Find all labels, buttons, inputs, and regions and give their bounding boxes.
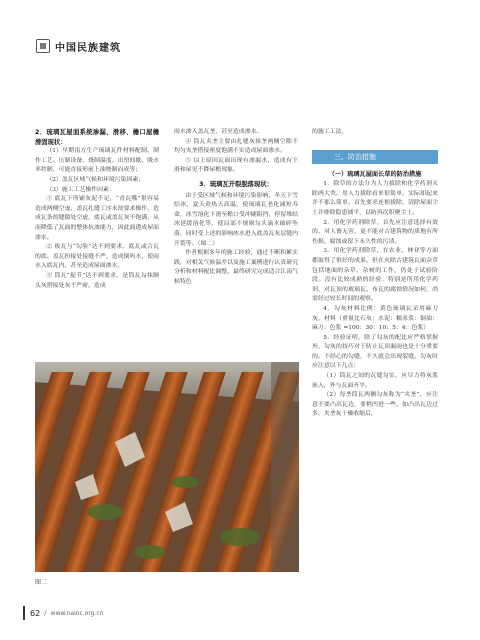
journal-logo-icon (36, 39, 50, 53)
footer-bar (23, 606, 25, 620)
section-heading-2: 2．琉璃瓦屋面系统渗漏、滑移、檐口屋檐滑固现状： (35, 129, 159, 146)
paragraph: （2）每垄筒瓦两侧勾灰称为“夹垄”，应注意不要凸出瓦边，要稍凹进一些，如凸出瓦边过多，夹垄灰干燥收缩后， (312, 392, 438, 418)
paragraph: 2．用化学药剂除草，首先应注意选择有效的、对人畜无害，更不能对古建筑物的质地有所伤损、腐蚀或留下永久性的污渍。 (312, 219, 438, 245)
paragraph: 5．经验证明，除了勾灰的配比应严格掌握外，勾灰的技巧对于防止瓦顶漏雨也是十分重要的。不经心的勾缝，不久就会出现裂缝。勾灰时应注意以下几点： (312, 334, 438, 370)
page-footer (23, 606, 104, 620)
paragraph: 作者根据多年的施工经验，通过不断积累实践，对相关气候温差以及施工案例进行认真研究分析和材料配比调整，最终研究完成适合江南气候特色 (174, 250, 298, 285)
roof-tile-photo (35, 362, 299, 572)
page-number: 62 (30, 608, 41, 618)
paragraph: （3）施工工艺操作因素： (46, 186, 115, 193)
journal-title: 中国民族建筑 (55, 42, 121, 54)
text-column-2 (174, 128, 298, 288)
paragraph: （1）筒瓦之间的瓦缝勾实，应尽力将灰浆嵌入，外与瓦面齐平。 (312, 373, 438, 389)
sub-heading: （一）琉璃瓦屋面长草的防治措施 (328, 170, 422, 178)
paragraph: 的施工工法。 (312, 129, 348, 135)
paragraph: ① 底瓦下所铺灰泥不足，“青瓦嘴”很容易造成两侧空虚，盖瓦扎缝工序未按要求操作，造成瓦条的缝隙处空虚，底瓦或盖瓦灰不饱满，从而降低了瓦面的整体抗渗能力，因此面透成屋面渗水。 (35, 196, 159, 241)
roof-tile-illustration (35, 362, 299, 572)
paragraph: ③ 筒瓦“捉节”达不到要求，是筒瓦勾抹顺头灰搭接处灰不严密，造成 (35, 272, 159, 289)
paragraph: 3．用化学药剂除草，在农业、林业等方面都取得了很好的成果。但在火除古建筑瓦面杂草包括地面的杂草、杂树的工作，仍处于试验阶段。没有比较成熟的经验。特别是所用化学药剂，对瓦顶的玻璃瓦、布瓦的腐蚀情况如何，尚需经过较长时间的观察。 (312, 248, 438, 303)
paragraph: 4．勾灰材料比例：黄色琉璃瓦采用麻刀灰，材料（重量比石灰：水泥：糯米浆：铜油：麻刀：色浆 =100：30：10：5：4：色浆） (312, 305, 438, 332)
page-header (36, 36, 121, 56)
footer-url[interactable]: www.naioc.org.cn (50, 609, 104, 617)
footer-separator: / (44, 609, 47, 617)
figure-caption: 图二 (35, 579, 48, 586)
text-column-1 (35, 128, 159, 291)
section-banner: 三、防治措施 (312, 150, 438, 164)
paragraph: （1）早期南方生产琉璃瓦件材料配制、制作工艺、压制设备、烧制温度、出窑间歇、吸水率控制、可能直接形前上油烧制而成等； (35, 148, 159, 174)
paragraph: 雨水渗入盖瓦垄，甚至造成渗水。 (174, 129, 263, 135)
paragraph: ⑤ 以上原因瓦面出现有渗漏水，造成有下滑和屋见不降屋檐现象。 (174, 157, 298, 174)
paragraph: 由于受区域气候和环境污染影响，冬天下雪结冰，夏天炎热天高温，使琉璃瓦老化减短寿命，冰雪溶化下滑至檐口受冲刷阻挡，停留堆结冰延缓溶化等，使局部不规则勾头滴水破碎坠落，同时受上述的影响冰水进入底盖瓦灰层缝内开裂等。（图二） (174, 192, 298, 247)
section-heading-3: 3．琉璃瓦开裂脱落现状： (199, 180, 273, 188)
paragraph: 1．除草的方法分为人力拔除和化学药剂灭除两大类。用人力拔除看来很简单，实际却起来并不那么简单。首先要求连根拔除，清除屋面尘土并排除隐患铺平，以防再次积聚尘土。 (312, 181, 438, 216)
text-column-3 (312, 128, 438, 420)
paragraph: ④ 筒瓦夹垄主要由扎缝灰抹垄两侧空隙不均匀夹垄搭接密度饱满不实造成屋面渗水。 (174, 138, 298, 155)
paragraph: ② 板瓦与“勾脸”达不到要求，底瓦或合瓦的底、盖瓦扮接处接缝不严，造成倒吗水，使雨水入底瓦内，甚至造成屋面渗水。 (35, 244, 159, 270)
paragraph: （2）盖瓦区域气候和环境污染因素； (46, 176, 145, 183)
